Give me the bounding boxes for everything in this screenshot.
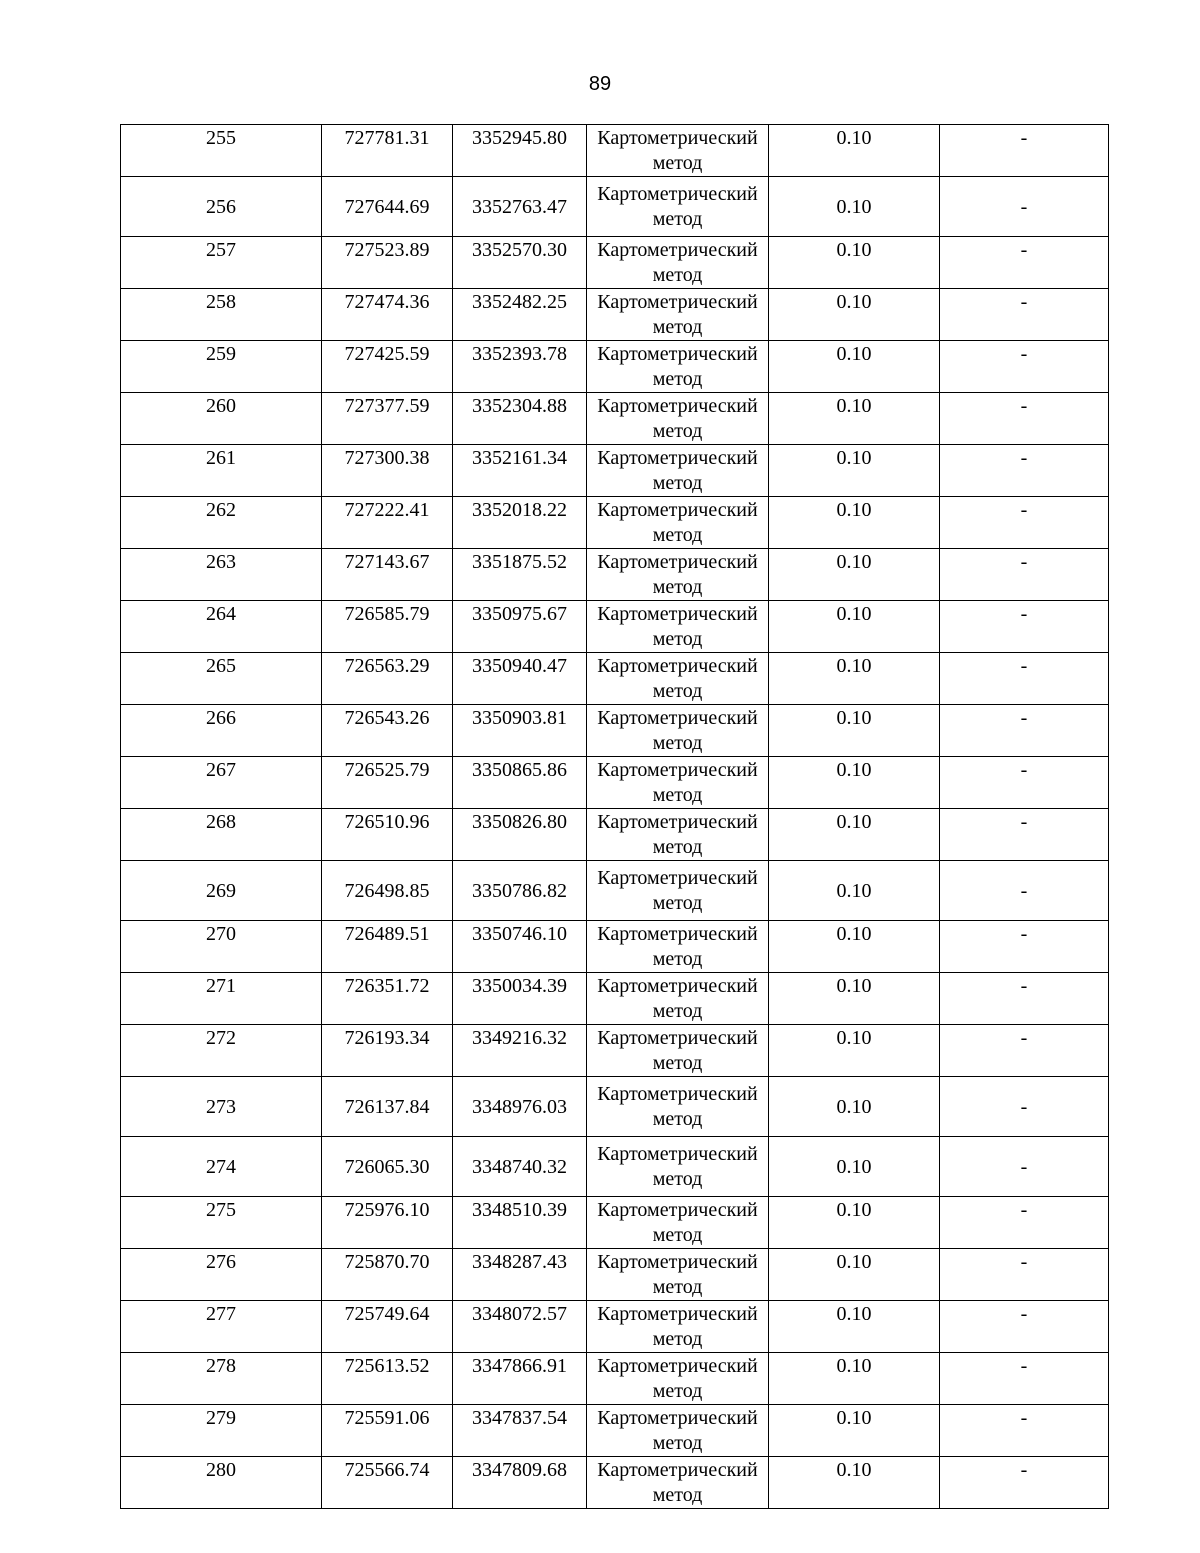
x-coordinate-cell: 725870.70 [322, 1249, 453, 1301]
method-cell [587, 497, 769, 549]
method-line: метод [652, 948, 703, 970]
method-line: метод [652, 152, 703, 174]
method-line: Картометрический [597, 239, 758, 261]
note-cell: - [940, 653, 1109, 705]
method-line: метод [652, 784, 703, 806]
note-cell: - [940, 757, 1109, 809]
accuracy-cell: 0.10 [769, 973, 940, 1025]
accuracy-cell: 0.10 [769, 861, 940, 921]
note-cell: - [940, 1457, 1109, 1509]
table-row [121, 177, 1109, 237]
method-line: Картометрический [597, 923, 758, 945]
method-line: Картометрический [597, 127, 758, 149]
x-coordinate-cell: 725591.06 [322, 1405, 453, 1457]
accuracy-cell: 0.10 [769, 1301, 940, 1353]
x-coordinate-cell: 727425.59 [322, 341, 453, 393]
method-line: метод [652, 576, 703, 598]
method-cell [587, 1353, 769, 1405]
coordinates-table-body [121, 125, 1109, 1509]
x-coordinate-cell: 727143.67 [322, 549, 453, 601]
y-coordinate-cell: 3350826.80 [453, 809, 587, 861]
note-cell: - [940, 393, 1109, 445]
y-coordinate-cell: 3350746.10 [453, 921, 587, 973]
method-cell [587, 653, 769, 705]
method-line: Картометрический [597, 975, 758, 997]
x-coordinate-cell: 725749.64 [322, 1301, 453, 1353]
point-number-cell: 255 [121, 125, 322, 177]
y-coordinate-cell: 3350034.39 [453, 973, 587, 1025]
method-line: метод [652, 524, 703, 546]
x-coordinate-cell: 726489.51 [322, 921, 453, 973]
method-line: метод [652, 368, 703, 390]
method-cell [587, 1457, 769, 1509]
table-row [121, 705, 1109, 757]
method-cell [587, 445, 769, 497]
method-line: Картометрический [597, 603, 758, 625]
table-row [121, 445, 1109, 497]
method-line: метод [652, 1328, 703, 1350]
point-number-cell: 260 [121, 393, 322, 445]
method-cell [587, 393, 769, 445]
table-row [121, 1077, 1109, 1137]
point-number-cell: 270 [121, 921, 322, 973]
method-line: метод [652, 1380, 703, 1402]
note-cell: - [940, 445, 1109, 497]
method-line: Картометрический [597, 867, 758, 889]
method-line: метод [652, 1168, 703, 1190]
method-cell [587, 1249, 769, 1301]
method-cell [587, 289, 769, 341]
method-line: метод [652, 316, 703, 338]
y-coordinate-cell: 3348976.03 [453, 1077, 587, 1137]
method-line: метод [652, 208, 703, 230]
method-cell [587, 177, 769, 237]
x-coordinate-cell: 726543.26 [322, 705, 453, 757]
accuracy-cell: 0.10 [769, 393, 940, 445]
table-row [121, 289, 1109, 341]
note-cell: - [940, 1137, 1109, 1197]
method-cell [587, 1025, 769, 1077]
point-number-cell: 278 [121, 1353, 322, 1405]
note-cell: - [940, 1077, 1109, 1137]
accuracy-cell: 0.10 [769, 601, 940, 653]
method-line: Картометрический [597, 183, 758, 205]
method-cell [587, 757, 769, 809]
accuracy-cell: 0.10 [769, 497, 940, 549]
method-line: Картометрический [597, 447, 758, 469]
y-coordinate-cell: 3348510.39 [453, 1197, 587, 1249]
table-row [121, 1249, 1109, 1301]
point-number-cell: 256 [121, 177, 322, 237]
method-line: Картометрический [597, 499, 758, 521]
point-number-cell: 273 [121, 1077, 322, 1137]
accuracy-cell: 0.10 [769, 341, 940, 393]
method-cell [587, 1077, 769, 1137]
accuracy-cell: 0.10 [769, 1405, 940, 1457]
y-coordinate-cell: 3347837.54 [453, 1405, 587, 1457]
point-number-cell: 264 [121, 601, 322, 653]
point-number-cell: 275 [121, 1197, 322, 1249]
point-number-cell: 265 [121, 653, 322, 705]
coordinates-table [120, 124, 1109, 1509]
x-coordinate-cell: 726137.84 [322, 1077, 453, 1137]
x-coordinate-cell: 727222.41 [322, 497, 453, 549]
method-line: метод [652, 836, 703, 858]
y-coordinate-cell: 3350786.82 [453, 861, 587, 921]
method-line: метод [652, 420, 703, 442]
y-coordinate-cell: 3348740.32 [453, 1137, 587, 1197]
accuracy-cell: 0.10 [769, 705, 940, 757]
accuracy-cell: 0.10 [769, 757, 940, 809]
x-coordinate-cell: 726193.34 [322, 1025, 453, 1077]
accuracy-cell: 0.10 [769, 237, 940, 289]
accuracy-cell: 0.10 [769, 1353, 940, 1405]
method-line: метод [652, 628, 703, 650]
y-coordinate-cell: 3352570.30 [453, 237, 587, 289]
note-cell: - [940, 177, 1109, 237]
accuracy-cell: 0.10 [769, 809, 940, 861]
method-line: метод [652, 1052, 703, 1074]
method-line: метод [652, 472, 703, 494]
point-number-cell: 267 [121, 757, 322, 809]
accuracy-cell: 0.10 [769, 445, 940, 497]
method-cell [587, 921, 769, 973]
table-row [121, 809, 1109, 861]
table-row [121, 237, 1109, 289]
accuracy-cell: 0.10 [769, 125, 940, 177]
y-coordinate-cell: 3352482.25 [453, 289, 587, 341]
note-cell: - [940, 705, 1109, 757]
method-line: Картометрический [597, 551, 758, 573]
method-line: Картометрический [597, 395, 758, 417]
x-coordinate-cell: 726585.79 [322, 601, 453, 653]
x-coordinate-cell: 725613.52 [322, 1353, 453, 1405]
note-cell: - [940, 237, 1109, 289]
note-cell: - [940, 289, 1109, 341]
method-line: Картометрический [597, 1355, 758, 1377]
method-line: Картометрический [597, 1303, 758, 1325]
method-line: метод [652, 1000, 703, 1022]
table-row [121, 861, 1109, 921]
method-line: Картометрический [597, 343, 758, 365]
page-number: 89 [588, 73, 612, 95]
y-coordinate-cell: 3349216.32 [453, 1025, 587, 1077]
point-number-cell: 261 [121, 445, 322, 497]
note-cell: - [940, 973, 1109, 1025]
y-coordinate-cell: 3352763.47 [453, 177, 587, 237]
x-coordinate-cell: 727644.69 [322, 177, 453, 237]
y-coordinate-cell: 3350940.47 [453, 653, 587, 705]
table-row [121, 497, 1109, 549]
x-coordinate-cell: 727474.36 [322, 289, 453, 341]
method-cell [587, 341, 769, 393]
method-cell [587, 1405, 769, 1457]
x-coordinate-cell: 726510.96 [322, 809, 453, 861]
x-coordinate-cell: 726351.72 [322, 973, 453, 1025]
point-number-cell: 271 [121, 973, 322, 1025]
method-line: метод [652, 1432, 703, 1454]
method-line: метод [652, 892, 703, 914]
point-number-cell: 280 [121, 1457, 322, 1509]
method-line: метод [652, 1224, 703, 1246]
method-line: Картометрический [597, 1083, 758, 1105]
method-line: метод [652, 264, 703, 286]
table-row [121, 1353, 1109, 1405]
method-line: метод [652, 1276, 703, 1298]
method-cell [587, 237, 769, 289]
method-line: Картометрический [597, 707, 758, 729]
accuracy-cell: 0.10 [769, 1137, 940, 1197]
y-coordinate-cell: 3347866.91 [453, 1353, 587, 1405]
method-cell [587, 1137, 769, 1197]
method-line: Картометрический [597, 1027, 758, 1049]
y-coordinate-cell: 3348072.57 [453, 1301, 587, 1353]
method-cell [587, 861, 769, 921]
x-coordinate-cell: 726498.85 [322, 861, 453, 921]
method-line: Картометрический [597, 1143, 758, 1165]
table-row [121, 1025, 1109, 1077]
method-line: метод [652, 1108, 703, 1130]
point-number-cell: 279 [121, 1405, 322, 1457]
method-line: Картометрический [597, 759, 758, 781]
table-row [121, 1197, 1109, 1249]
accuracy-cell: 0.10 [769, 289, 940, 341]
y-coordinate-cell: 3352393.78 [453, 341, 587, 393]
method-line: метод [652, 680, 703, 702]
x-coordinate-cell: 726563.29 [322, 653, 453, 705]
table-row [121, 653, 1109, 705]
note-cell: - [940, 601, 1109, 653]
note-cell: - [940, 549, 1109, 601]
point-number-cell: 269 [121, 861, 322, 921]
note-cell: - [940, 861, 1109, 921]
method-line: Картометрический [597, 811, 758, 833]
x-coordinate-cell: 725566.74 [322, 1457, 453, 1509]
y-coordinate-cell: 3350903.81 [453, 705, 587, 757]
method-cell [587, 809, 769, 861]
method-cell [587, 125, 769, 177]
table-row [121, 757, 1109, 809]
point-number-cell: 263 [121, 549, 322, 601]
point-number-cell: 277 [121, 1301, 322, 1353]
y-coordinate-cell: 3347809.68 [453, 1457, 587, 1509]
point-number-cell: 276 [121, 1249, 322, 1301]
accuracy-cell: 0.10 [769, 921, 940, 973]
point-number-cell: 274 [121, 1137, 322, 1197]
point-number-cell: 259 [121, 341, 322, 393]
method-line: Картометрический [597, 1407, 758, 1429]
accuracy-cell: 0.10 [769, 1077, 940, 1137]
y-coordinate-cell: 3348287.43 [453, 1249, 587, 1301]
table-row [121, 341, 1109, 393]
note-cell: - [940, 1025, 1109, 1077]
method-cell [587, 705, 769, 757]
method-line: Картометрический [597, 1459, 758, 1481]
note-cell: - [940, 341, 1109, 393]
y-coordinate-cell: 3350975.67 [453, 601, 587, 653]
method-line: метод [652, 1484, 703, 1506]
y-coordinate-cell: 3352945.80 [453, 125, 587, 177]
x-coordinate-cell: 727523.89 [322, 237, 453, 289]
table-row [121, 125, 1109, 177]
point-number-cell: 257 [121, 237, 322, 289]
method-cell [587, 549, 769, 601]
method-cell [587, 1301, 769, 1353]
x-coordinate-cell: 726065.30 [322, 1137, 453, 1197]
method-line: Картометрический [597, 655, 758, 677]
note-cell: - [940, 125, 1109, 177]
table-row [121, 921, 1109, 973]
accuracy-cell: 0.10 [769, 177, 940, 237]
method-line: метод [652, 732, 703, 754]
note-cell: - [940, 1197, 1109, 1249]
y-coordinate-cell: 3352161.34 [453, 445, 587, 497]
note-cell: - [940, 1301, 1109, 1353]
note-cell: - [940, 497, 1109, 549]
table-row [121, 1301, 1109, 1353]
x-coordinate-cell: 725976.10 [322, 1197, 453, 1249]
accuracy-cell: 0.10 [769, 549, 940, 601]
accuracy-cell: 0.10 [769, 1249, 940, 1301]
table-row [121, 1457, 1109, 1509]
x-coordinate-cell: 727300.38 [322, 445, 453, 497]
point-number-cell: 266 [121, 705, 322, 757]
method-cell [587, 601, 769, 653]
y-coordinate-cell: 3352018.22 [453, 497, 587, 549]
x-coordinate-cell: 727781.31 [322, 125, 453, 177]
table-row [121, 549, 1109, 601]
y-coordinate-cell: 3352304.88 [453, 393, 587, 445]
point-number-cell: 268 [121, 809, 322, 861]
method-line: Картометрический [597, 291, 758, 313]
table-row [121, 973, 1109, 1025]
accuracy-cell: 0.10 [769, 653, 940, 705]
table-row [121, 393, 1109, 445]
method-line: Картометрический [597, 1251, 758, 1273]
point-number-cell: 262 [121, 497, 322, 549]
note-cell: - [940, 1353, 1109, 1405]
y-coordinate-cell: 3350865.86 [453, 757, 587, 809]
note-cell: - [940, 809, 1109, 861]
accuracy-cell: 0.10 [769, 1457, 940, 1509]
note-cell: - [940, 1405, 1109, 1457]
accuracy-cell: 0.10 [769, 1197, 940, 1249]
x-coordinate-cell: 726525.79 [322, 757, 453, 809]
method-cell [587, 1197, 769, 1249]
point-number-cell: 272 [121, 1025, 322, 1077]
y-coordinate-cell: 3351875.52 [453, 549, 587, 601]
table-row [121, 1137, 1109, 1197]
accuracy-cell: 0.10 [769, 1025, 940, 1077]
note-cell: - [940, 921, 1109, 973]
table-row [121, 1405, 1109, 1457]
x-coordinate-cell: 727377.59 [322, 393, 453, 445]
method-cell [587, 973, 769, 1025]
point-number-cell: 258 [121, 289, 322, 341]
method-line: Картометрический [597, 1199, 758, 1221]
note-cell: - [940, 1249, 1109, 1301]
table-row [121, 601, 1109, 653]
